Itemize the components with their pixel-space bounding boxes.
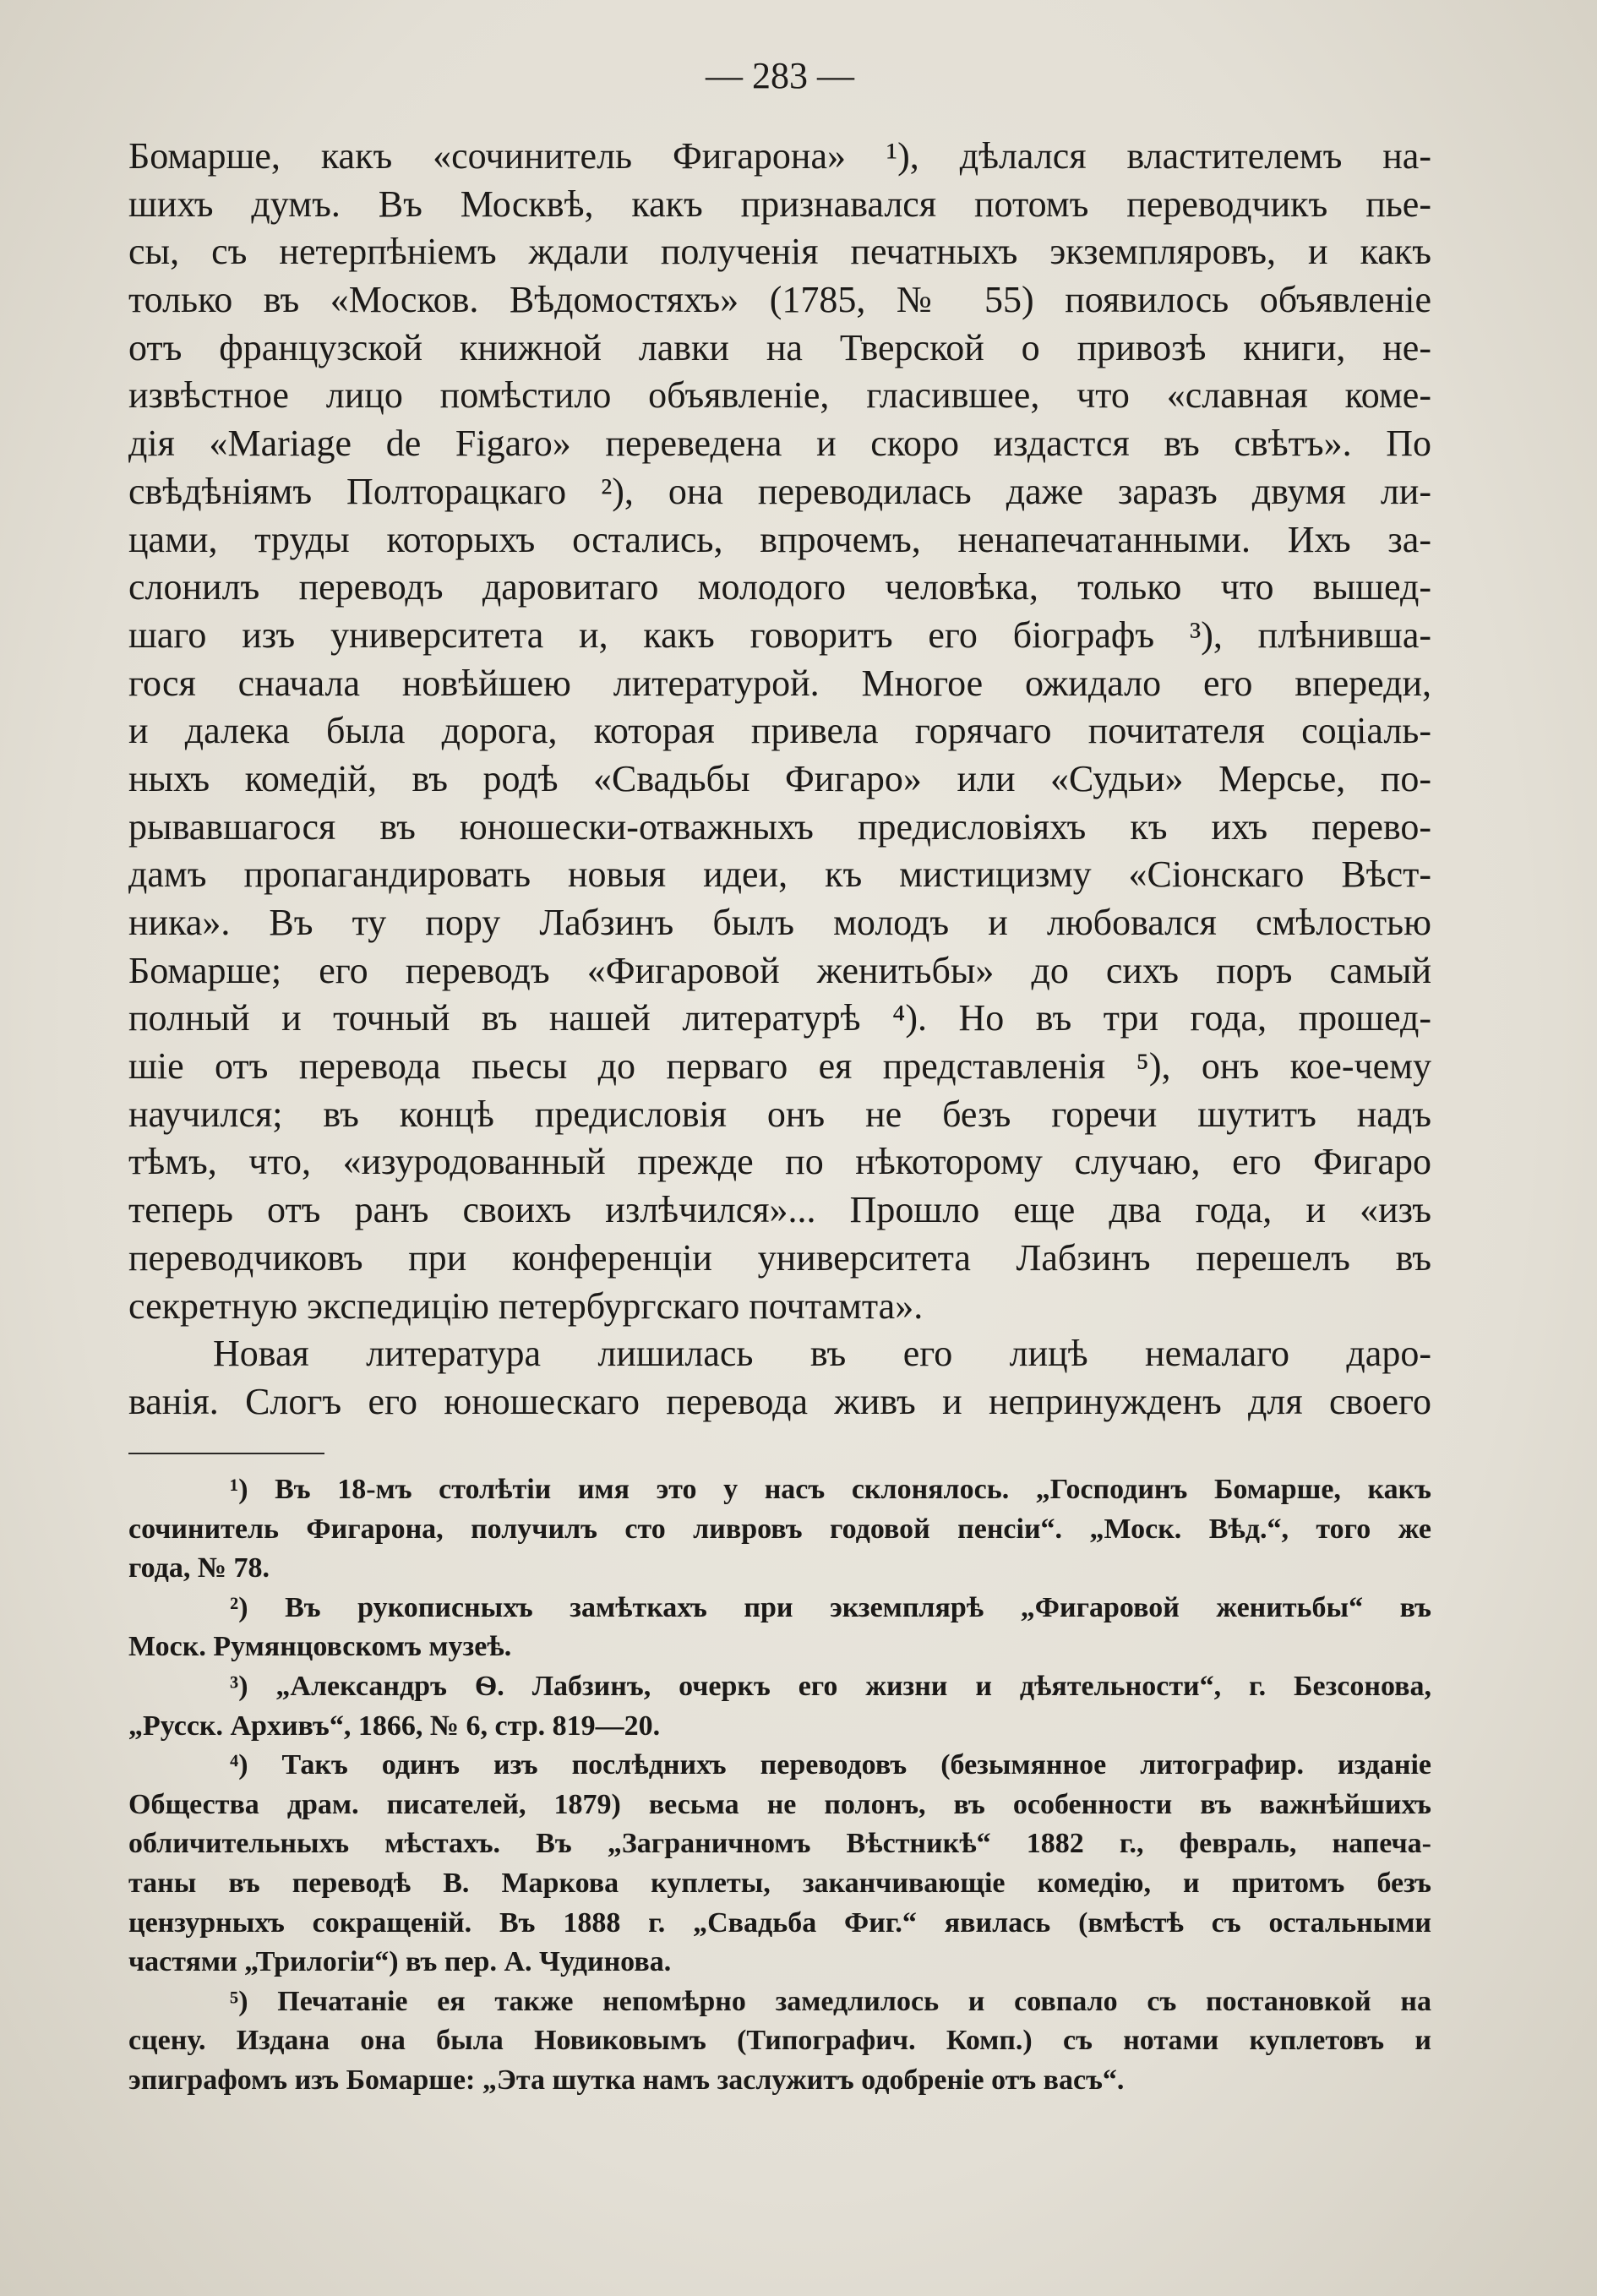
- body-line: дамъ пропагандировать новыя идеи, къ мистицизму «Сіонскаго Вѣст-: [128, 854, 1431, 896]
- body-line: ванія. Слогъ его юношескаго перевода живъ и непринужденъ для своего: [128, 1380, 1431, 1422]
- body-line: ника». Въ ту пору Лабзинъ былъ молодъ и любовался смѣлостью: [128, 902, 1431, 943]
- body-line: дія «Mariage de Figaro» переведена и скоро издастся въ свѣтъ». По: [128, 423, 1431, 465]
- page-number: — 283 —: [706, 55, 854, 96]
- footnotes: [128, 1470, 1431, 2101]
- body-line: шаго изъ университета и, какъ говоритъ его біографъ ³), плѣнивша-: [128, 614, 1431, 656]
- footnote-line: „Русск. Архивъ“, 1866, № 6, стр. 819—20.: [128, 1710, 661, 1742]
- body-line: Бомарше, какъ «сочинитель Фигарона» ¹), дѣлался властителемъ на-: [128, 135, 1431, 177]
- body-line: ныхъ комедій, въ родѣ «Свадьбы Фигаро» или «Судьи» Мерсье, по-: [128, 757, 1431, 799]
- footnote-line: ⁵) Печатаніе ея также непомѣрно замедлилось и совпало съ постановкой на: [230, 1985, 1431, 2017]
- footnote-line: частями „Трилогіи“) въ пер. А. Чудинова.: [128, 1946, 672, 1978]
- footnote: [128, 1746, 1431, 1982]
- body-line: теперь отъ ранъ своихъ излѣчился»... Прошло еще два года, и «изъ: [128, 1189, 1431, 1231]
- body-line: сы, съ нетерпѣніемъ ждали полученія печатныхъ экземпляровъ, и какъ: [128, 231, 1431, 273]
- main-text: [128, 133, 1431, 1426]
- body-line: тѣмъ, что, «изуродованный прежде по нѣкоторому случаю, его Фигаро: [128, 1141, 1431, 1183]
- footnote-line: ¹) Въ 18-мъ столѣтіи имя это у насъ склонялось. „Господинъ Бомарше, какъ: [230, 1474, 1431, 1505]
- footnote-line: года, № 78.: [128, 1552, 270, 1584]
- footnote-line: ³) „Александръ Ѳ. Лабзинъ, очеркъ его жизни и дѣятельности“, г. Безсонова,: [230, 1670, 1431, 1702]
- footnote: [128, 1982, 1431, 2101]
- footnote-line: цензурныхъ сокращеній. Въ 1888 г. „Свадьба Фиг.“ явилась (вмѣстѣ съ остальными: [128, 1906, 1431, 1939]
- body-line: шихъ думъ. Въ Москвѣ, какъ признавался потомъ переводчикъ пье-: [128, 183, 1431, 225]
- footnote-line: ²) Въ рукописныхъ замѣткахъ при экземплярѣ „Фигаровой женитьбы“ въ: [230, 1591, 1431, 1623]
- footnote-line: Моск. Румянцовскомъ музеѣ.: [128, 1631, 512, 1663]
- body-line: Новая литература лишилась въ его лицѣ немалаго даро-: [213, 1333, 1431, 1375]
- paragraph: [128, 1330, 1431, 1426]
- footnote-line: эпиграфомъ изъ Бомарше: „Эта шутка намъ заслужитъ одобреніе отъ васъ“.: [128, 2064, 1125, 2096]
- body-line: полный и точный въ нашей литературѣ ⁴). Но въ три года, прошед-: [128, 997, 1431, 1039]
- body-line: отъ французской книжной лавки на Тверской о привозѣ книги, не-: [128, 326, 1431, 368]
- body-line: только въ «Москов. Вѣдомостяхъ» (1785, № 55) появилось объявленіе: [128, 279, 1431, 321]
- body-line: свѣдѣніямъ Полторацкаго ²), она переводилась даже заразъ двумя ли-: [128, 470, 1431, 512]
- body-line: переводчиковъ при конференціи университета Лабзинъ перешелъ въ: [128, 1236, 1431, 1279]
- footnote: [128, 1667, 1431, 1746]
- body-line: извѣстное лицо помѣстило объявленіе, гласившее, что «славная коме-: [128, 374, 1431, 417]
- body-line: Бомарше; его переводъ «Фигаровой женитьбы» до сихъ поръ самый: [128, 949, 1431, 991]
- footnote-rule: [128, 1453, 324, 1454]
- footnote-line: таны въ переводѣ В. Маркова куплеты, заканчивающіе комедію, и притомъ безъ: [128, 1867, 1431, 1899]
- footnote: [128, 1470, 1431, 1589]
- body-line: шіе отъ перевода пьесы до перваго ея представленія ⁵), онъ кое-чему: [128, 1045, 1431, 1088]
- body-line: рывавшагося въ юношески-отважныхъ предисловіяхъ къ ихъ перево-: [128, 805, 1431, 848]
- footnote-line: ⁴) Такъ одинъ изъ послѣднихъ переводовъ (безымянное литографир. изданіе: [230, 1749, 1431, 1781]
- body-line: гося сначала новѣйшею литературой. Многое ожидало его впереди,: [128, 662, 1431, 704]
- body-line: слонилъ переводъ даровитаго молодого человѣка, только что вышед-: [128, 566, 1431, 608]
- footnote-line: обличительныхъ мѣстахъ. Въ „Заграничномъ Вѣстникѣ“ 1882 г., февраль, напеча-: [128, 1828, 1431, 1860]
- body-line: секретную экспедицію петербургскаго почтамта».: [128, 1284, 924, 1327]
- paragraph: [128, 133, 1431, 1330]
- body-line: и далека была дорога, которая привела горячаго почитателя соціаль-: [128, 710, 1431, 752]
- footnote-line: Общества драм. писателей, 1879) весьма не полонъ, въ особенности въ важнѣйшихъ: [128, 1788, 1431, 1820]
- body-line: научился; въ концѣ предисловія онъ не безъ горечи шутитъ надъ: [128, 1093, 1431, 1135]
- footnote: [128, 1589, 1431, 1667]
- body-line: цами, труды которыхъ остались, впрочемъ, ненапечатанными. Ихъ за-: [128, 518, 1431, 560]
- footnote-line: сцену. Издана она была Новиковымъ (Типографич. Комп.) съ нотами куплетовъ и: [128, 2025, 1431, 2057]
- footnote-line: сочинитель Фигарона, получилъ сто ливровъ годовой пенсіи“. „Моск. Вѣд.“, того же: [128, 1513, 1431, 1545]
